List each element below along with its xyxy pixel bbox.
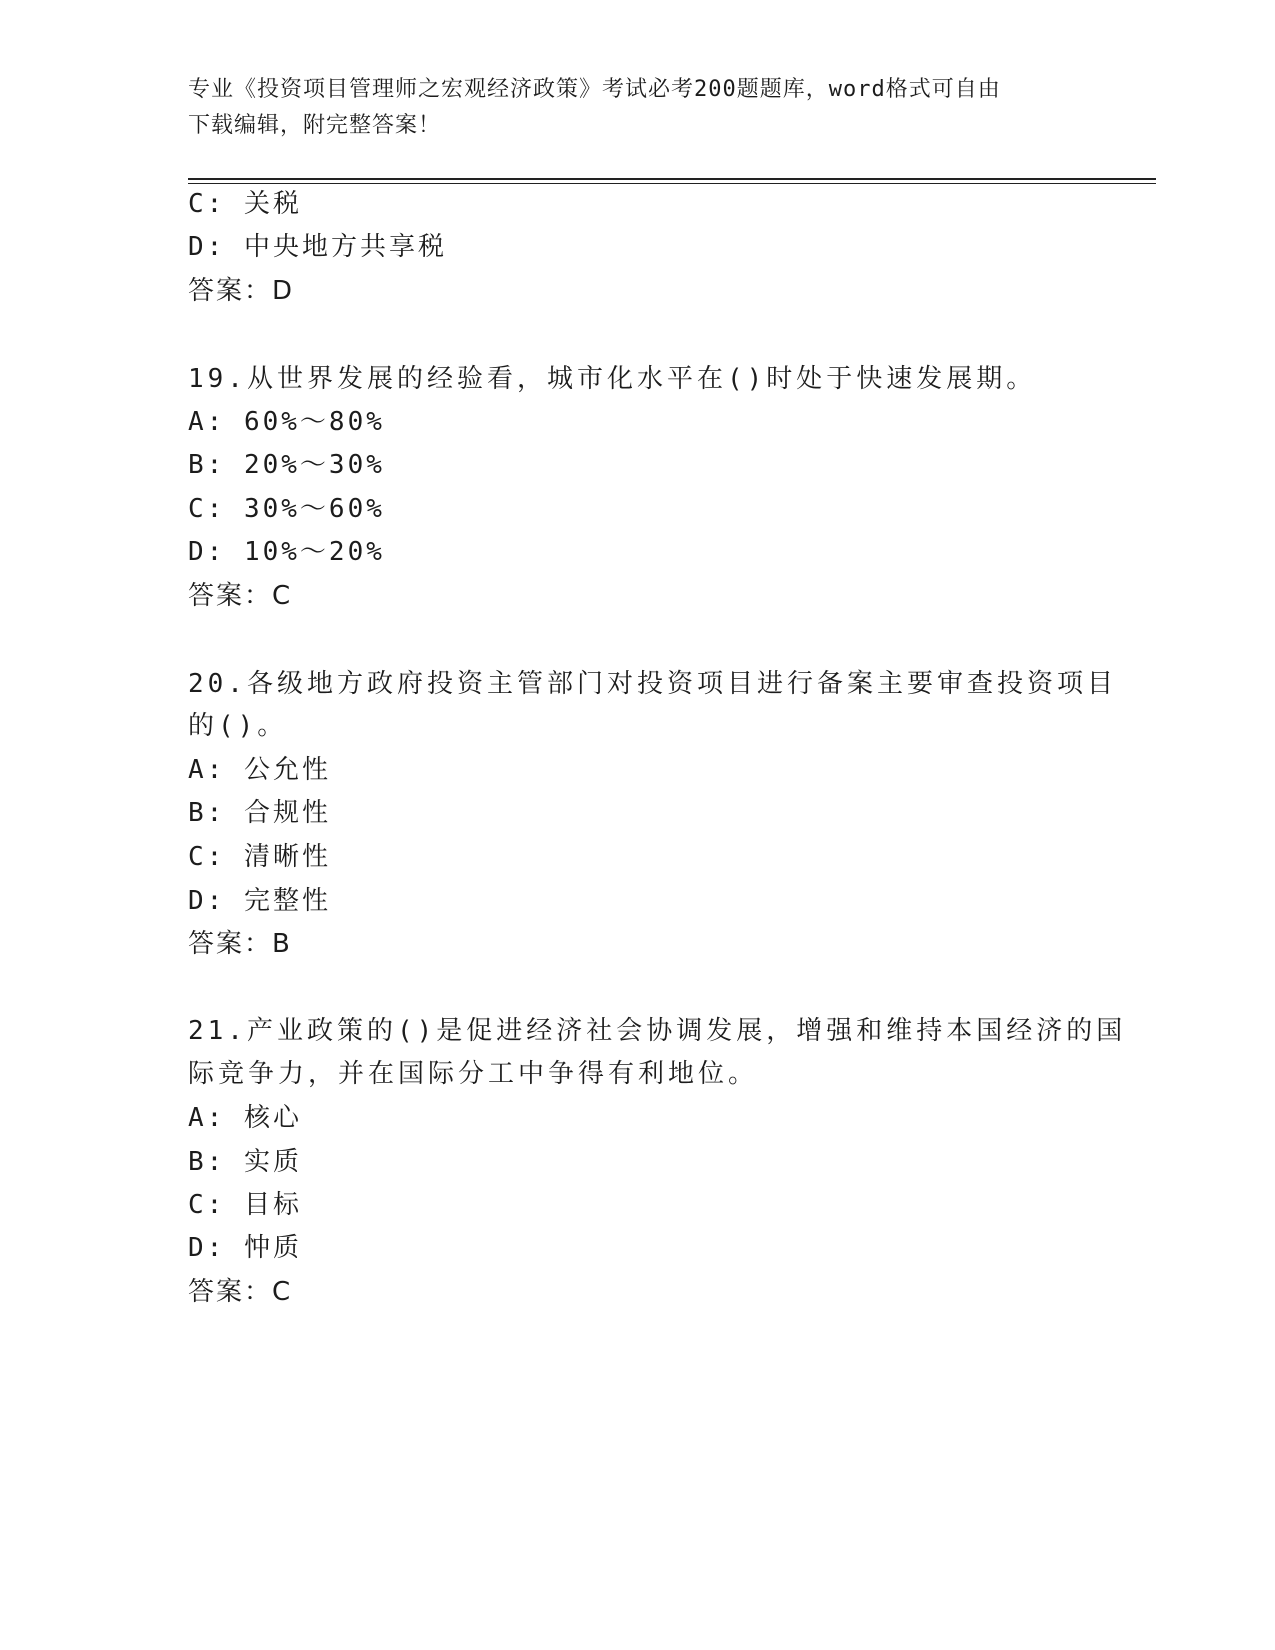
question-19-option-c: C: 30%～60% [188, 494, 385, 524]
header-line-2: 下载编辑，附完整答案！ [188, 113, 442, 138]
option-c: C: 关税 [188, 189, 302, 219]
question-19-answer: 答案：C [188, 581, 293, 611]
answer: 答案：D [188, 276, 295, 306]
header-line-1: 专业《投资项目管理师之宏观经济政策》考试必考200题题库，word格式可自由 [188, 77, 1001, 102]
question-21-option-a: A: 核心 [188, 1103, 302, 1133]
question-21-text-cont: 际竞争力，并在国际分工中争得有利地位。 [188, 1059, 759, 1089]
question-20-option-d: D: 完整性 [188, 886, 331, 916]
question-21-option-b: B: 实质 [188, 1147, 302, 1177]
option-d: D: 中央地方共享税 [188, 232, 447, 262]
header-rule-thick [188, 178, 1156, 180]
question-20-text-cont: 的()。 [188, 711, 288, 741]
document-header [188, 72, 1068, 144]
question-19-option-b: B: 20%～30% [188, 450, 385, 480]
question-21-option-d: D: 忡质 [188, 1233, 302, 1263]
question-19-option-a: A: 60%～80% [188, 407, 385, 437]
question-20-option-a: A: 公允性 [188, 755, 331, 785]
question-20-answer: 答案：B [188, 929, 292, 959]
question-20-option-c: C: 清晰性 [188, 842, 331, 872]
question-20-text: 20.各级地方政府投资主管部门对投资项目进行备案主要审查投资项目 [188, 669, 1117, 699]
question-19-text: 19.从世界发展的经验看，城市化水平在()时处于快速发展期。 [188, 364, 1037, 394]
header-rule-thin [188, 183, 1156, 184]
question-21-option-c: C: 目标 [188, 1190, 302, 1220]
question-20-option-b: B: 合规性 [188, 798, 331, 828]
question-21-text: 21.产业政策的()是促进经济社会协调发展，增强和维持本国经济的国 [188, 1016, 1127, 1046]
question-21-answer: 答案：C [188, 1277, 293, 1307]
question-19-option-d: D: 10%～20% [188, 537, 385, 567]
